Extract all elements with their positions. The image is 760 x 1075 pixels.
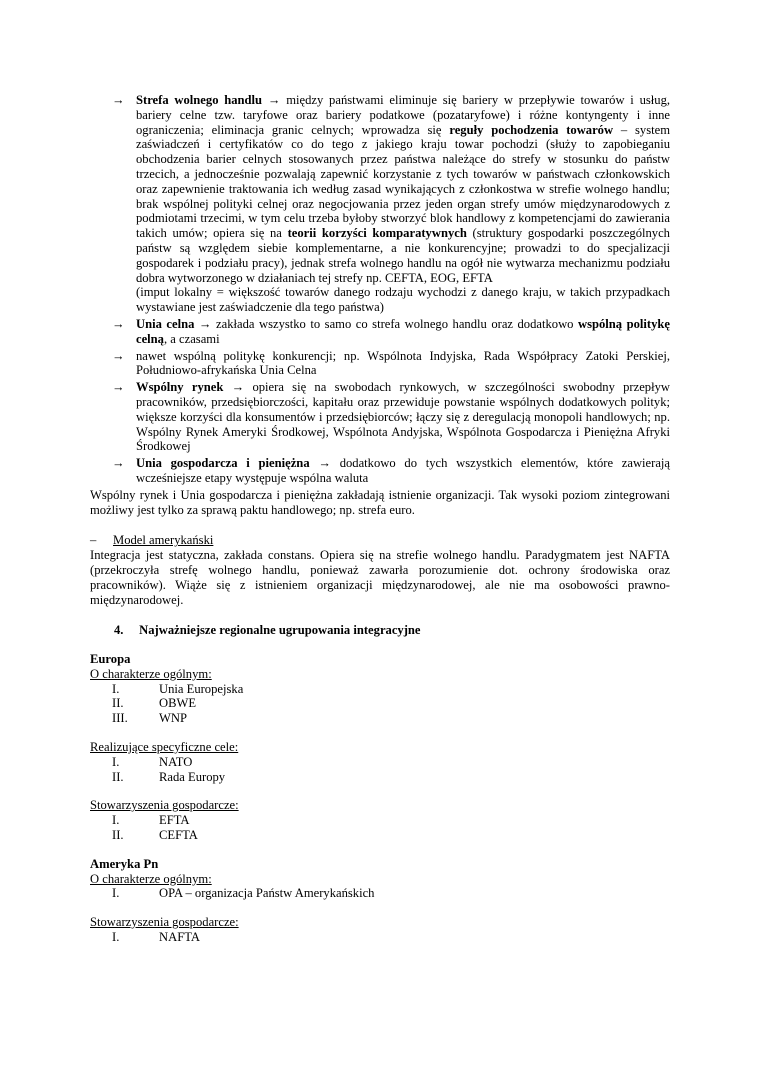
text-run: zakłada wszystko to samo co strefa wolnego handlu oraz dodatkowo [216, 316, 578, 331]
roman-numeral: II. [112, 828, 124, 843]
bold-term: teorii korzyści komparatywnych [287, 226, 467, 241]
group-subtitle: Stowarzyszenia gospodarcze: [90, 915, 239, 930]
organization-name: Rada Europy [159, 769, 226, 784]
bold-term: wspólną politykę celną [136, 316, 670, 346]
bold-term: → [223, 380, 253, 395]
list-item-note: (imput lokalny = większość towarów danego rodzaju wychodzi z danego kraju, w takich przypadkach wystawiane jest zaświadczenie dla tego państwa) [136, 285, 670, 315]
organization-list [90, 886, 670, 901]
roman-numeral: I. [112, 813, 120, 828]
region-title: Ameryka Pn [90, 856, 159, 871]
arrow-list-item [90, 456, 670, 486]
organization-name: Unia Europejska [159, 681, 244, 696]
list-item-text [136, 317, 670, 347]
list-item [90, 711, 670, 726]
roman-numeral: I. [112, 754, 120, 769]
organization-list [90, 755, 670, 785]
list-item [90, 828, 670, 843]
organization-name: NAFTA [159, 930, 200, 945]
integration-stages-list [90, 93, 670, 486]
organization-name: CEFTA [159, 828, 198, 843]
bold-term: → [262, 93, 287, 107]
arrow-bullet-icon: → [112, 316, 125, 331]
arrow-list-item [90, 317, 670, 347]
group-subtitle: O charakterze ogólnym: [90, 871, 212, 886]
text-run: – system zaświadczeń i certyfikatów co do tego z jakiego kraju towar pochodzi (służy to zapobieganiu obchodzenia barier celnych stosowanych przez państwa należące do strefy w stosunku do państw trzecich, a jednocześnie pozwalają zapewnić korzystanie z tych towarów w państwach członkowskich oraz zapewnienie traktowania ich według zasad wynikających z członkostwa w strefie wolnego handlu; brak wspólnej polityki celnej oraz negocjowania przez jeden organ strefy umów międzynarodowych z podmiotami trzecimi, w tym celu trzeba byłoby stworzyć blok handlowy z kompetencjami do zawierania takich umów; opiera się na [136, 122, 670, 241]
list-item [90, 813, 670, 828]
dash-marker: – [90, 533, 97, 548]
bold-term: → [194, 316, 217, 331]
list-item [90, 770, 670, 785]
list-item [90, 696, 670, 711]
bold-term: Wspólny rynek [136, 380, 224, 395]
arrow-list-item [90, 380, 670, 454]
list-item-text [136, 349, 670, 379]
arrow-bullet-icon: → [112, 348, 125, 363]
list-item [90, 930, 670, 945]
organization-list [90, 930, 670, 945]
roman-numeral: I. [112, 930, 120, 945]
bold-term: reguły pochodzenia towarów [449, 122, 614, 137]
region-title: Europa [90, 652, 131, 667]
organization-name: OBWE [159, 696, 197, 711]
organization-list [90, 813, 670, 843]
arrow-bullet-icon: → [112, 456, 125, 471]
text-run: , a czasami [163, 331, 220, 346]
bold-term: Unia celna [136, 316, 195, 331]
roman-numeral: III. [112, 711, 128, 726]
section-number: 4. [114, 623, 124, 638]
list-item-text [136, 456, 670, 486]
text-run: dodatkowo do tych wszystkich elementów, które zawierają wcześniejsze etapy występuje wspólna waluta [136, 456, 671, 485]
organization-name: NATO [159, 754, 193, 769]
roman-numeral: I. [112, 886, 120, 901]
organization-name: OPA – organizacja Państw Amerykańskich [159, 886, 375, 901]
text-run: opiera się na swobodach rynkowych, w szczególności swobodny przepływ pracowników, przedsiębiorczości, kapitału oraz przewiduje powstanie wspólnych dodatkowych polityk; większe korzyści dla konsumentów i przedsiębiorców; łączy się z deregulacją monopoli handlowych; np. Wspólny Rynek Ameryki Środkowej, Wspólnota Andyjska, Wspólnota Gospodarcza i Pieniężna Afryki Środkowej [136, 380, 670, 454]
model-heading [90, 533, 670, 548]
bold-term: Strefa wolnego handlu [136, 93, 263, 107]
text-run: (struktury gospodarki poszczególnych państw są względem siebie komplementarne, a nie konkurencyjne; prowadzi to do specjalizacji gospodarek i podziału pracy), jednak strefa wolnego handlu na ogół nie wytwarza mechanizmu podziału dobra wytworzonego w działaniach tej strefy np. CEFTA, EOG, EFTA [136, 226, 670, 285]
roman-numeral: II. [112, 769, 124, 784]
list-item-text [136, 93, 670, 285]
list-item [90, 682, 670, 697]
model-title: Model amerykański [113, 533, 214, 548]
group-subtitle: Stowarzyszenia gospodarcze: [90, 798, 239, 813]
bold-term: Unia gospodarcza i pieniężna [136, 456, 310, 471]
document-page [90, 93, 670, 945]
roman-numeral: I. [112, 681, 120, 696]
bold-term: → [309, 456, 340, 471]
arrow-list-item [90, 93, 670, 315]
list-item-text [136, 380, 670, 454]
arrow-bullet-icon: → [112, 380, 125, 395]
group-subtitle: O charakterze ogólnym: [90, 666, 212, 681]
organization-list [90, 682, 670, 726]
model-paragraph: Integracja jest statyczna, zakłada constans. Opiera się na strefie wolnego handlu. Paradygmatem jest NAFTA (przekroczyła strefę wolnego handlu, ponieważ zawarła porozumienie dot. ochrony środowiska oraz pracowników). Wiąże się z istnieniem organizacji międzynarodowej, ale nie ma osobowości prawno-międzynarodowej. [90, 548, 670, 607]
roman-numeral: II. [112, 696, 124, 711]
section-title: Najważniejsze regionalne ugrupowania integracyjne [139, 623, 421, 638]
arrow-bullet-icon: → [112, 93, 125, 107]
list-item [90, 755, 670, 770]
section-heading [90, 623, 670, 638]
after-bullets-paragraph: Wspólny rynek i Unia gospodarcza i pieniężna zakładają istnienie organizacji. Tak wysoki poziom zintegrowani możliwy jest tylko za sprawą paktu handlowego; np. strefa euro. [90, 487, 670, 517]
organization-name: WNP [159, 711, 187, 726]
text-run: między państwami eliminuje się bariery w przepływie towarów i usług, bariery celne tzw. taryfowe oraz bariery podatkowe (pozataryfowe) i różne kontyngenty i inne ograniczenia; eliminacja granic celnych; wprowadza się [136, 93, 671, 137]
arrow-list-item [90, 349, 670, 379]
list-item [90, 886, 670, 901]
text-run: nawet wspólną politykę konkurencji; np. Wspólnota Indyjska, Rada Współpracy Zatoki Perskiej, Południowo-afrykańska Unia Celna [136, 348, 670, 378]
organization-name: EFTA [159, 813, 190, 828]
group-subtitle: Realizujące specyficzne cele: [90, 740, 239, 755]
regions-list [90, 652, 670, 945]
